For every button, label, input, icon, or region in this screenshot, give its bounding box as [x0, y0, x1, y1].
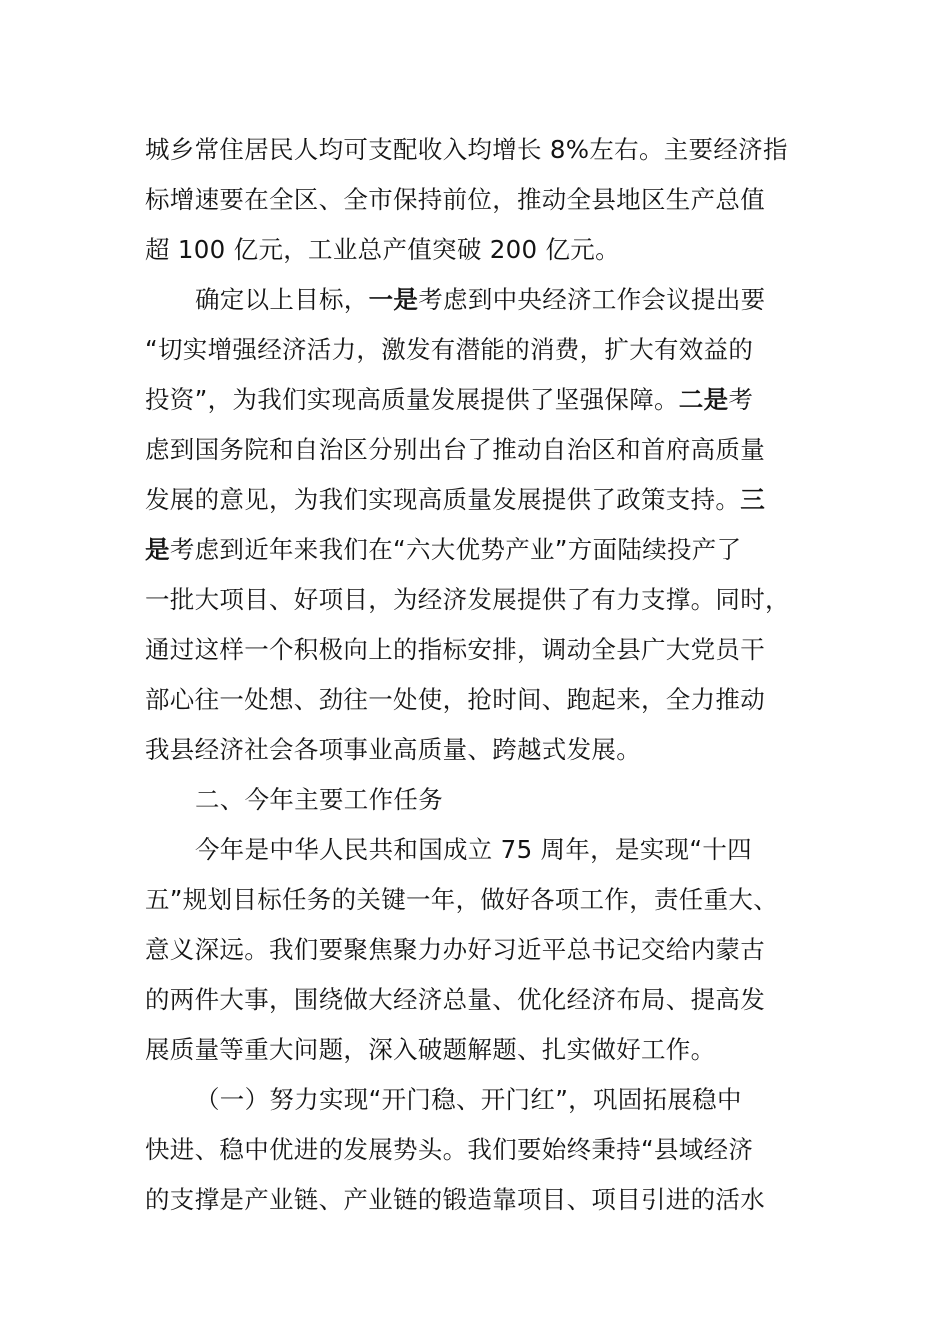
text-line-10: 一批大项目、好项目，为经济发展提供了有力支撑。同时，: [145, 585, 790, 614]
text-line-12: 部心往一处想、劲往一处使，抢时间、跑起来，全力推动: [145, 685, 765, 714]
text-line-7: 虑到国务院和自治区分别出台了推动自治区和首府高质量: [145, 435, 765, 464]
text-line-3: 超 100 亿元，工业总产值突破 200 亿元。: [145, 235, 620, 264]
text-line-15: 今年是中华人民共和国成立 75 周年，是实现“十四: [195, 835, 752, 864]
text-line-21: 快进、稳中优进的发展势头。我们要始终秉持“县域经济: [145, 1135, 754, 1164]
text-line-18: 的两件大事，围绕做大经济总量、优化经济布局、提高发: [145, 985, 765, 1014]
text-line-13: 我县经济社会各项事业高质量、跨越式发展。: [145, 735, 641, 764]
text-line-8: 发展的意见，为我们实现高质量发展提供了政策支持。三: [145, 485, 766, 514]
text-line-5: “切实增强经济活力，激发有潜能的消费，扩大有效益的: [145, 335, 754, 364]
text-line-9: 是考虑到近年来我们在“六大优势产业”方面陆续投产了: [145, 535, 742, 564]
text-line-6: 投资”，为我们实现高质量发展提供了坚强保障。二是考: [145, 385, 754, 414]
text-line-1: 城乡常住居民人均可支配收入均增长 8%左右。主要经济指: [145, 135, 788, 164]
text-line-17: 意义深远。我们要聚焦聚力办好习近平总书记交给内蒙古: [145, 935, 765, 964]
text-line-11: 通过这样一个积极向上的指标安排，调动全县广大党员干: [145, 635, 765, 664]
text-line-4: 确定以上目标，一是考虑到中央经济工作会议提出要: [195, 285, 766, 314]
text-line-2: 标增速要在全区、全市保持前位，推动全县地区生产总值: [145, 185, 765, 214]
subsection-heading: （一）努力实现“开门稳、开门红”，巩固拓展稳中: [195, 1085, 742, 1114]
text-line-22: 的支撑是产业链、产业链的锻造靠项目、项目引进的活水: [145, 1185, 765, 1214]
section-heading: 二、今年主要工作任务: [195, 785, 443, 814]
text-line-16: 五”规划目标任务的关键一年，做好各项工作，责任重大、: [145, 885, 778, 914]
text-line-19: 展质量等重大问题，深入破题解题、扎实做好工作。: [145, 1035, 716, 1064]
